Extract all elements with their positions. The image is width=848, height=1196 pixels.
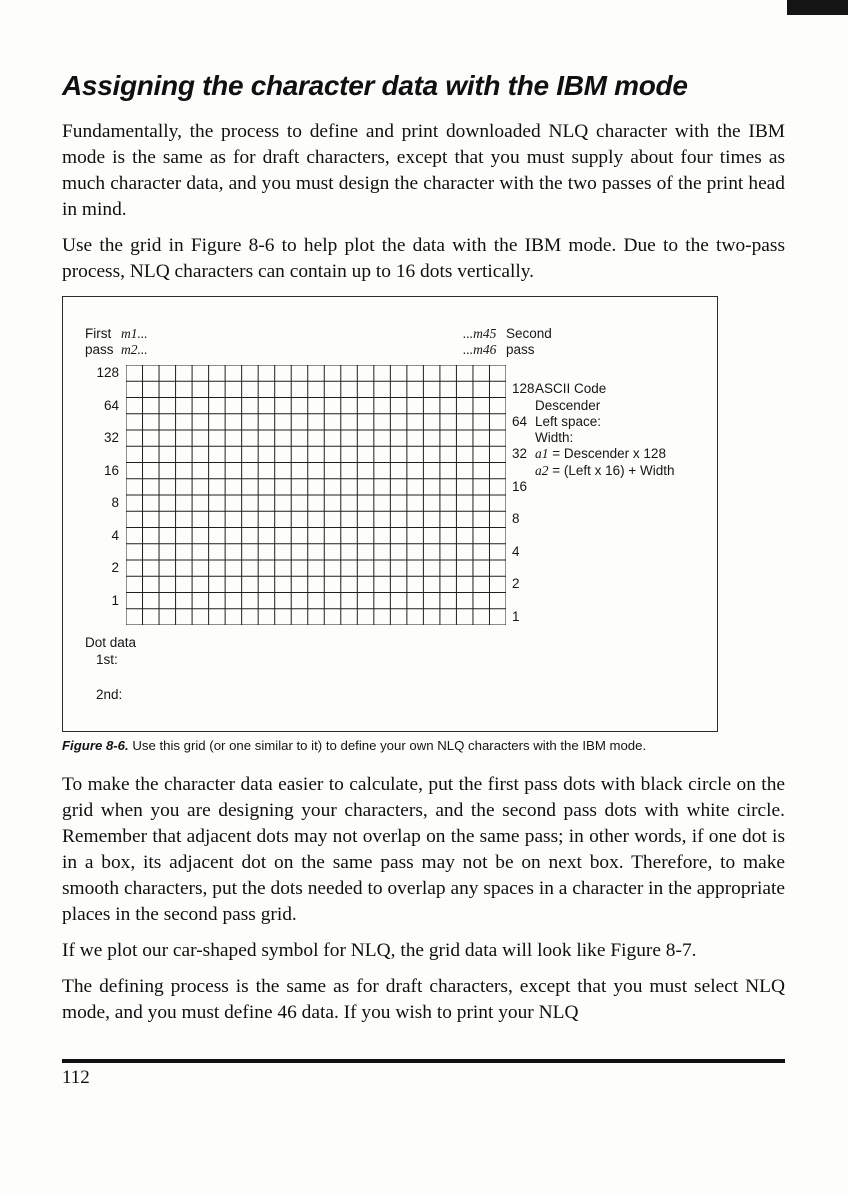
page-number: 112: [62, 1067, 90, 1088]
paragraph-defining-process: The defining process is the same as for draft characters, except that you must select NLQ mode, and you must define 46 data. If you wish to print your NLQ: [62, 976, 785, 1023]
first-pass-bit-value: 8: [111, 495, 119, 510]
second-pass-bit-value: 16: [512, 478, 528, 494]
attribute-annotation: Descender: [535, 397, 601, 413]
paragraph-calculation-tips: To make the character data easier to calculate, put the first pass dots with black circle on the grid when you are designing your characters, and the second pass dots with white circle. Remember that adjacent dots may not overlap on the same pass; in other words, if one dot is in a box, its adjacent dot on the same pass may not be on next box. Therefore, to make smooth characters, put the dots needed to overlap any spaces in a character in the appropriate places in the second pass grid.: [62, 774, 785, 925]
paragraph-car-symbol: If we plot our car-shaped symbol for NLQ, the grid data will look like Figure 8-7.: [62, 940, 697, 961]
section-title: Assigning the character data with the IBM mode: [62, 70, 688, 101]
second-pass-bit-value: 32: [512, 446, 528, 462]
dot-data-first-label: 1st:: [96, 652, 118, 667]
first-pass-bit-value: 1: [111, 592, 119, 608]
attribute-annotation: Left space:: [535, 413, 602, 429]
first-pass-label-line1: First: [85, 326, 112, 341]
first-pass-label-line2: pass: [85, 342, 114, 357]
attribute-annotation: Width:: [535, 430, 574, 445]
first-pass-bit-value: 2: [111, 560, 119, 575]
dot-data-label: Dot data: [85, 635, 137, 650]
dot-data-second-label: 2nd:: [96, 687, 123, 702]
first-pass-bit-value: 16: [103, 462, 119, 478]
m46-data-label: ...m46: [463, 342, 497, 357]
m45-data-label: ...m45: [463, 326, 497, 341]
m1-data-label: m1...: [121, 326, 148, 341]
first-pass-bit-value: 128: [96, 365, 119, 380]
footer-rule: [62, 1059, 785, 1063]
figure-caption-text: Use this grid (or one similar to it) to define your own NLQ characters with the IBM mode.: [128, 738, 647, 753]
character-design-grid: [126, 365, 506, 625]
first-pass-bit-value: 64: [103, 397, 119, 413]
m2-data-label: m2...: [121, 342, 148, 357]
second-pass-bit-value: 2: [512, 576, 520, 592]
attribute-annotation: a1 = Descender x 128: [535, 446, 666, 462]
second-pass-bit-value: 1: [512, 608, 520, 624]
attribute-variable: a1: [535, 446, 549, 462]
figure-caption-label: Figure 8-6.: [62, 738, 129, 753]
second-pass-bit-value: 8: [512, 511, 520, 527]
second-pass-bit-value: 64: [512, 413, 528, 429]
attribute-annotation: ASCII Code: [535, 381, 607, 397]
page-corner-mark: [787, 0, 848, 15]
attribute-variable: a2: [535, 462, 549, 478]
second-pass-bit-value: 4: [512, 543, 520, 559]
paragraph-grid-intro: Use the grid in Figure 8-6 to help plot the data with the IBM mode. Due to the two-pass process, NLQ characters can contain up to 16 dots vertically.: [62, 235, 785, 282]
second-pass-label-line1: Second: [506, 326, 552, 341]
first-pass-bit-value: 32: [103, 430, 119, 445]
second-pass-bit-value: 128: [512, 381, 535, 397]
attribute-annotation: a2 = (Left x 16) + Width: [535, 462, 675, 478]
figure-8-6-box: [62, 296, 718, 732]
second-pass-label-line2: pass: [506, 342, 535, 357]
figure-caption: [62, 738, 785, 754]
paragraph-intro: Fundamentally, the process to define and print downloaded NLQ character with the IBM mode is the same as for draft characters, except that you must supply about four times as much character data, and you must design the character with the two passes of the print head in mind.: [62, 121, 785, 220]
first-pass-bit-value: 4: [111, 527, 119, 543]
